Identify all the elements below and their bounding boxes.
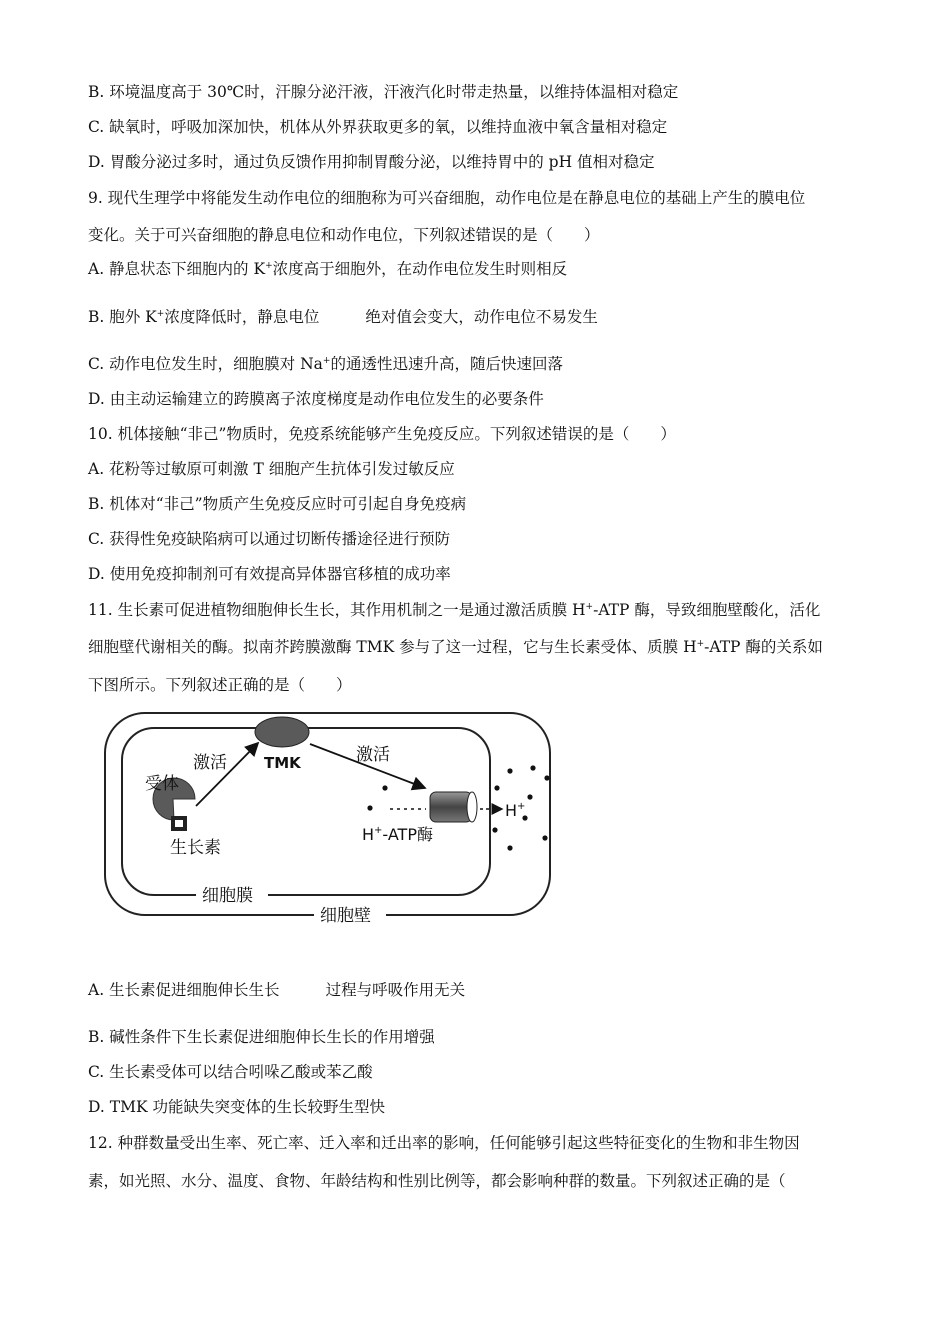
proton-label-sup: +	[517, 801, 526, 812]
text-segment: 的通透性迅速升高，随后快速回落	[330, 355, 563, 373]
superscript: +	[156, 309, 165, 319]
pump-label	[362, 825, 433, 844]
superscript: +	[585, 602, 594, 612]
membrane-label: 细胞膜	[202, 886, 253, 906]
activate-label-left: 激活	[193, 753, 227, 773]
question-11-stem-line3: 下图所示。下列叙述正确的是（ ）	[88, 676, 352, 694]
auxin-label: 生长素	[170, 838, 221, 858]
text-segment: 11. 生长素可促进植物细胞伸长生长，其作用机制之一是通过激活质膜 H	[88, 601, 586, 619]
question-9-option-c	[88, 354, 563, 374]
text-segment: B. 胞外 K	[88, 308, 157, 326]
text-segment: A. 生长素促进细胞伸长生长	[88, 981, 280, 999]
text-segment: 绝对值会变大，动作电位不易发生	[365, 308, 598, 326]
question-11-option-c: C. 生长素受体可以结合吲哚乙酸或苯乙酸	[88, 1063, 373, 1081]
wall-label: 细胞壁	[320, 906, 371, 926]
pump-label-h: H	[362, 825, 375, 844]
question-11-stem-line1	[88, 600, 820, 620]
receptor-label: 受体	[145, 774, 179, 794]
superscript: +	[265, 261, 273, 271]
question-9-option-a	[88, 259, 567, 279]
option-b-temperature: B. 环境温度高于 30℃时，汗腺分泌汗液，汗液汽化时带走热量，以维持体温相对稳定	[88, 83, 679, 101]
question-11-option-b: B. 碱性条件下生长素促进细胞伸长生长的作用增强	[88, 1028, 435, 1046]
auxin-molecule-inner	[175, 820, 183, 827]
text-segment: A. 静息状态下细胞内的 K	[88, 260, 266, 278]
text-segment: 过程与呼吸作用无关	[325, 981, 466, 999]
question-9-option-d: D. 由主动运输建立的跨膜离子浓度梯度是动作电位发生的必要条件	[88, 390, 544, 408]
question-10-option-c: C. 获得性免疫缺陷病可以通过切断传播途径进行预防	[88, 530, 451, 548]
text-segment: -ATP 酶，导致细胞壁酸化，活化	[593, 601, 821, 619]
question-11-option-a	[88, 980, 465, 1000]
activate-label-right: 激活	[356, 745, 390, 765]
question-9-option-b	[88, 307, 598, 327]
pump-label-rest: -ATP酶	[382, 825, 433, 844]
tmk-protein	[255, 717, 309, 747]
proton-label-h: H	[505, 801, 518, 820]
question-9-stem-line2: 变化。关于可兴奋细胞的静息电位和动作电位，下列叙述错误的是（ ）	[88, 226, 600, 244]
text-segment: 细胞壁代谢相关的酶。拟南芥跨膜激酶 TMK 参与了这一过程，它与生长素受体、质膜 H	[88, 638, 697, 656]
question-10-option-a: A. 花粉等过敏原可刺激 T 细胞产生抗体引发过敏反应	[88, 460, 455, 478]
option-d-gastric-acid: D. 胃酸分泌过多时，通过负反馈作用抑制胃酸分泌，以维持胃中的 pH 值相对稳定	[88, 153, 655, 171]
question-11-option-d: D. TMK 功能缺失突变体的生长较野生型快	[88, 1098, 385, 1116]
text-segment: 浓度高于细胞外，在动作电位发生时则相反	[272, 260, 568, 278]
cell-diagram	[100, 708, 560, 938]
question-10-option-b: B. 机体对“非己”物质产生免疫反应时可引起自身免疫病	[88, 495, 467, 513]
text-segment: 浓度降低时，静息电位	[164, 308, 320, 326]
question-10-option-d: D. 使用免疫抑制剂可有效提高异体器官移植的成功率	[88, 565, 451, 583]
pump-label-sup: +	[374, 825, 383, 836]
text-segment: -ATP 酶的关系如	[704, 638, 823, 656]
pump-end-cap	[467, 792, 477, 822]
proton-label	[505, 801, 525, 820]
question-12-stem-line2: 素，如光照、水分、温度、食物、年龄结构和性别比例等，都会影响种群的数量。下列叙述正确的是（	[88, 1172, 786, 1190]
question-9-stem-line1: 9. 现代生理学中将能发生动作电位的细胞称为可兴奋细胞，动作电位是在静息电位的基础上产生的膜电位	[88, 189, 806, 207]
h-atpase-pump	[430, 792, 472, 822]
superscript: +	[696, 639, 705, 649]
tmk-label: TMK	[264, 754, 301, 772]
option-c-hypoxia: C. 缺氧时，呼吸加深加快，机体从外界获取更多的氧，以维持血液中氧含量相对稳定	[88, 118, 668, 136]
question-12-stem-line1: 12. 种群数量受出生率、死亡率、迁入率和迁出率的影响，任何能够引起这些特征变化的生物和非生物因	[88, 1134, 800, 1152]
text-segment: C. 动作电位发生时，细胞膜对 Na	[88, 355, 323, 373]
question-11-stem-line2	[88, 637, 823, 657]
question-10-stem: 10. 机体接触“非己”物质时，免疫系统能够产生免疫反应。下列叙述错误的是（ ）	[88, 425, 676, 443]
superscript: +	[322, 356, 331, 366]
